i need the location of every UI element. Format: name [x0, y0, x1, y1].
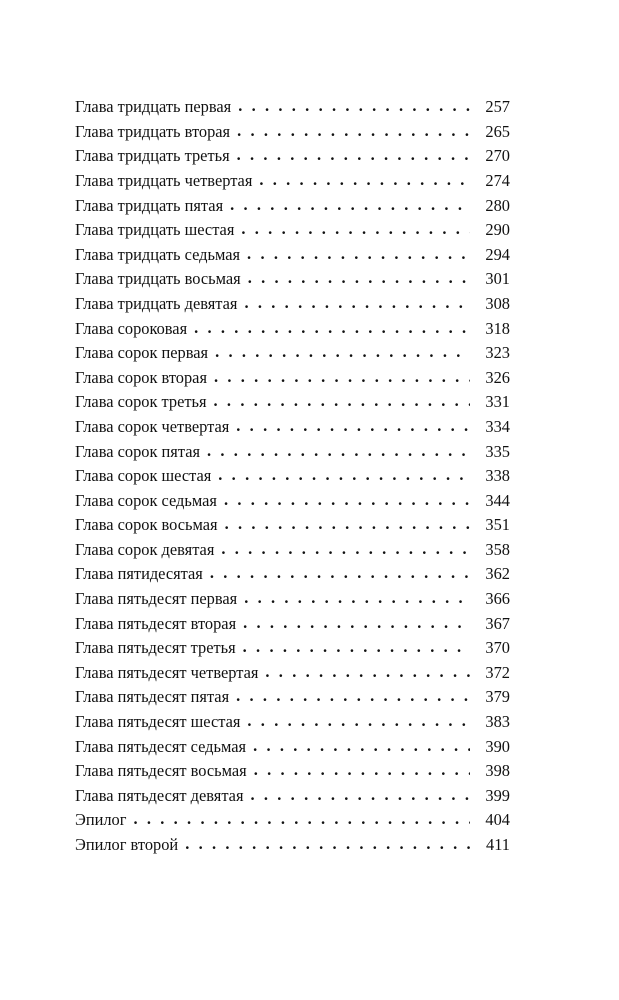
toc-entry[interactable]	[75, 312, 510, 337]
toc-entry-title: Глава сорок шестая	[75, 468, 218, 484]
toc-entry-page-number: 370	[470, 640, 510, 656]
dot-leader	[259, 172, 470, 188]
dot-leader	[237, 147, 470, 163]
toc-entry[interactable]	[75, 239, 510, 264]
dot-leader	[185, 836, 470, 852]
toc-entry-page-number: 344	[470, 493, 510, 509]
dot-leader	[243, 639, 470, 655]
table-of-contents	[75, 91, 510, 853]
toc-entry-page-number: 334	[470, 419, 510, 435]
toc-entry-page-number: 323	[470, 345, 510, 361]
toc-entry[interactable]	[75, 755, 510, 780]
toc-entry-page-number: 270	[470, 148, 510, 164]
dot-leader	[225, 516, 470, 532]
dot-leader	[247, 246, 470, 262]
toc-entry-page-number: 318	[470, 321, 510, 337]
toc-entry-page-number: 398	[470, 763, 510, 779]
toc-entry-page-number: 331	[470, 394, 510, 410]
toc-entry-title: Глава сорок первая	[75, 345, 215, 361]
toc-entry[interactable]	[75, 263, 510, 288]
toc-entry-page-number: 294	[470, 247, 510, 263]
dot-leader	[253, 738, 470, 754]
dot-leader	[214, 393, 470, 409]
toc-entry[interactable]	[75, 730, 510, 755]
toc-entry-title: Глава пятьдесят девятая	[75, 788, 251, 804]
toc-entry[interactable]	[75, 165, 510, 190]
dot-leader	[214, 369, 470, 385]
toc-entry-title: Глава пятьдесят шестая	[75, 714, 247, 730]
toc-entry[interactable]	[75, 632, 510, 657]
toc-entry-page-number: 280	[470, 198, 510, 214]
toc-entry-title: Глава тридцать вторая	[75, 124, 237, 140]
toc-entry-page-number: 383	[470, 714, 510, 730]
toc-entry-title: Глава тридцать седьмая	[75, 247, 247, 263]
dot-leader	[236, 418, 470, 434]
toc-entry[interactable]	[75, 411, 510, 436]
toc-entry[interactable]	[75, 140, 510, 165]
toc-entry-title: Глава тридцать пятая	[75, 198, 230, 214]
toc-entry-title: Глава пятьдесят четвертая	[75, 665, 265, 681]
toc-entry[interactable]	[75, 91, 510, 116]
toc-entry-page-number: 290	[470, 222, 510, 238]
dot-leader	[247, 713, 470, 729]
toc-entry-page-number: 362	[470, 566, 510, 582]
dot-leader	[241, 221, 470, 237]
toc-entry-title: Глава пятьдесят третья	[75, 640, 243, 656]
toc-entry[interactable]	[75, 460, 510, 485]
dot-leader	[210, 565, 470, 581]
toc-entry[interactable]	[75, 534, 510, 559]
toc-entry[interactable]	[75, 804, 510, 829]
toc-entry-title: Глава тридцать девятая	[75, 296, 244, 312]
toc-entry[interactable]	[75, 116, 510, 141]
toc-entry-page-number: 367	[470, 616, 510, 632]
dot-leader	[243, 615, 470, 631]
toc-entry-title: Глава пятидесятая	[75, 566, 210, 582]
toc-entry-page-number: 257	[470, 99, 510, 115]
toc-entry-page-number: 358	[470, 542, 510, 558]
toc-entry-title: Глава пятьдесят вторая	[75, 616, 243, 632]
dot-leader	[238, 98, 470, 114]
toc-entry-title: Глава пятьдесят первая	[75, 591, 244, 607]
toc-entry-title: Глава пятьдесят седьмая	[75, 739, 253, 755]
toc-entry-title: Глава тридцать третья	[75, 148, 237, 164]
toc-entry-title: Глава сорок седьмая	[75, 493, 224, 509]
toc-entry-page-number: 326	[470, 370, 510, 386]
toc-entry[interactable]	[75, 485, 510, 510]
dot-leader	[254, 762, 470, 778]
toc-entry[interactable]	[75, 386, 510, 411]
toc-entry-page-number: 308	[470, 296, 510, 312]
dot-leader	[221, 541, 470, 557]
toc-entry-title: Глава пятьдесят восьмая	[75, 763, 254, 779]
dot-leader	[248, 270, 470, 286]
toc-entry[interactable]	[75, 435, 510, 460]
dot-leader	[251, 787, 471, 803]
toc-entry-title: Глава тридцать первая	[75, 99, 238, 115]
toc-entry-page-number: 274	[470, 173, 510, 189]
toc-entry-title: Глава тридцать восьмая	[75, 271, 248, 287]
toc-entry[interactable]	[75, 829, 510, 854]
toc-entry-title: Глава сорок третья	[75, 394, 214, 410]
toc-entry[interactable]	[75, 189, 510, 214]
toc-entry-title: Глава сороковая	[75, 321, 194, 337]
toc-entry-page-number: 338	[470, 468, 510, 484]
dot-leader	[215, 344, 470, 360]
toc-entry[interactable]	[75, 337, 510, 362]
toc-entry-title: Глава пятьдесят пятая	[75, 689, 236, 705]
toc-entry-title: Глава сорок пятая	[75, 444, 207, 460]
dot-leader	[133, 811, 470, 827]
toc-entry[interactable]	[75, 780, 510, 805]
toc-entry-page-number: 372	[470, 665, 510, 681]
toc-entry-page-number: 404	[470, 812, 510, 828]
dot-leader	[194, 320, 470, 336]
dot-leader	[218, 467, 470, 483]
dot-leader	[244, 590, 470, 606]
toc-entry-title: Глава сорок вторая	[75, 370, 214, 386]
toc-entry-page-number: 351	[470, 517, 510, 533]
toc-entry[interactable]	[75, 214, 510, 239]
dot-leader	[207, 443, 470, 459]
toc-entry-title: Эпилог второй	[75, 837, 185, 853]
dot-leader	[224, 492, 470, 508]
toc-entry-page-number: 366	[470, 591, 510, 607]
toc-entry[interactable]	[75, 607, 510, 632]
toc-entry-title: Глава сорок девятая	[75, 542, 221, 558]
toc-entry-page-number: 335	[470, 444, 510, 460]
toc-entry-page-number: 399	[470, 788, 510, 804]
dot-leader	[236, 688, 470, 704]
toc-entry-page-number: 390	[470, 739, 510, 755]
toc-entry-title: Эпилог	[75, 812, 133, 828]
toc-entry-page-number: 301	[470, 271, 510, 287]
toc-entry-title: Глава сорок четвертая	[75, 419, 236, 435]
toc-entry[interactable]	[75, 706, 510, 731]
toc-entry-page-number: 265	[470, 124, 510, 140]
toc-entry-title: Глава тридцать четвертая	[75, 173, 259, 189]
toc-entry-page-number: 411	[470, 837, 510, 853]
toc-entry[interactable]	[75, 657, 510, 682]
toc-entry-page-number: 379	[470, 689, 510, 705]
toc-entry[interactable]	[75, 509, 510, 534]
toc-entry[interactable]	[75, 681, 510, 706]
toc-entry-title: Глава сорок восьмая	[75, 517, 225, 533]
dot-leader	[230, 197, 470, 213]
toc-entry[interactable]	[75, 288, 510, 313]
dot-leader	[244, 295, 470, 311]
toc-entry-title: Глава тридцать шестая	[75, 222, 241, 238]
toc-entry[interactable]	[75, 558, 510, 583]
toc-entry[interactable]	[75, 583, 510, 608]
toc-entry[interactable]	[75, 362, 510, 387]
dot-leader	[237, 123, 470, 139]
dot-leader	[265, 664, 470, 680]
